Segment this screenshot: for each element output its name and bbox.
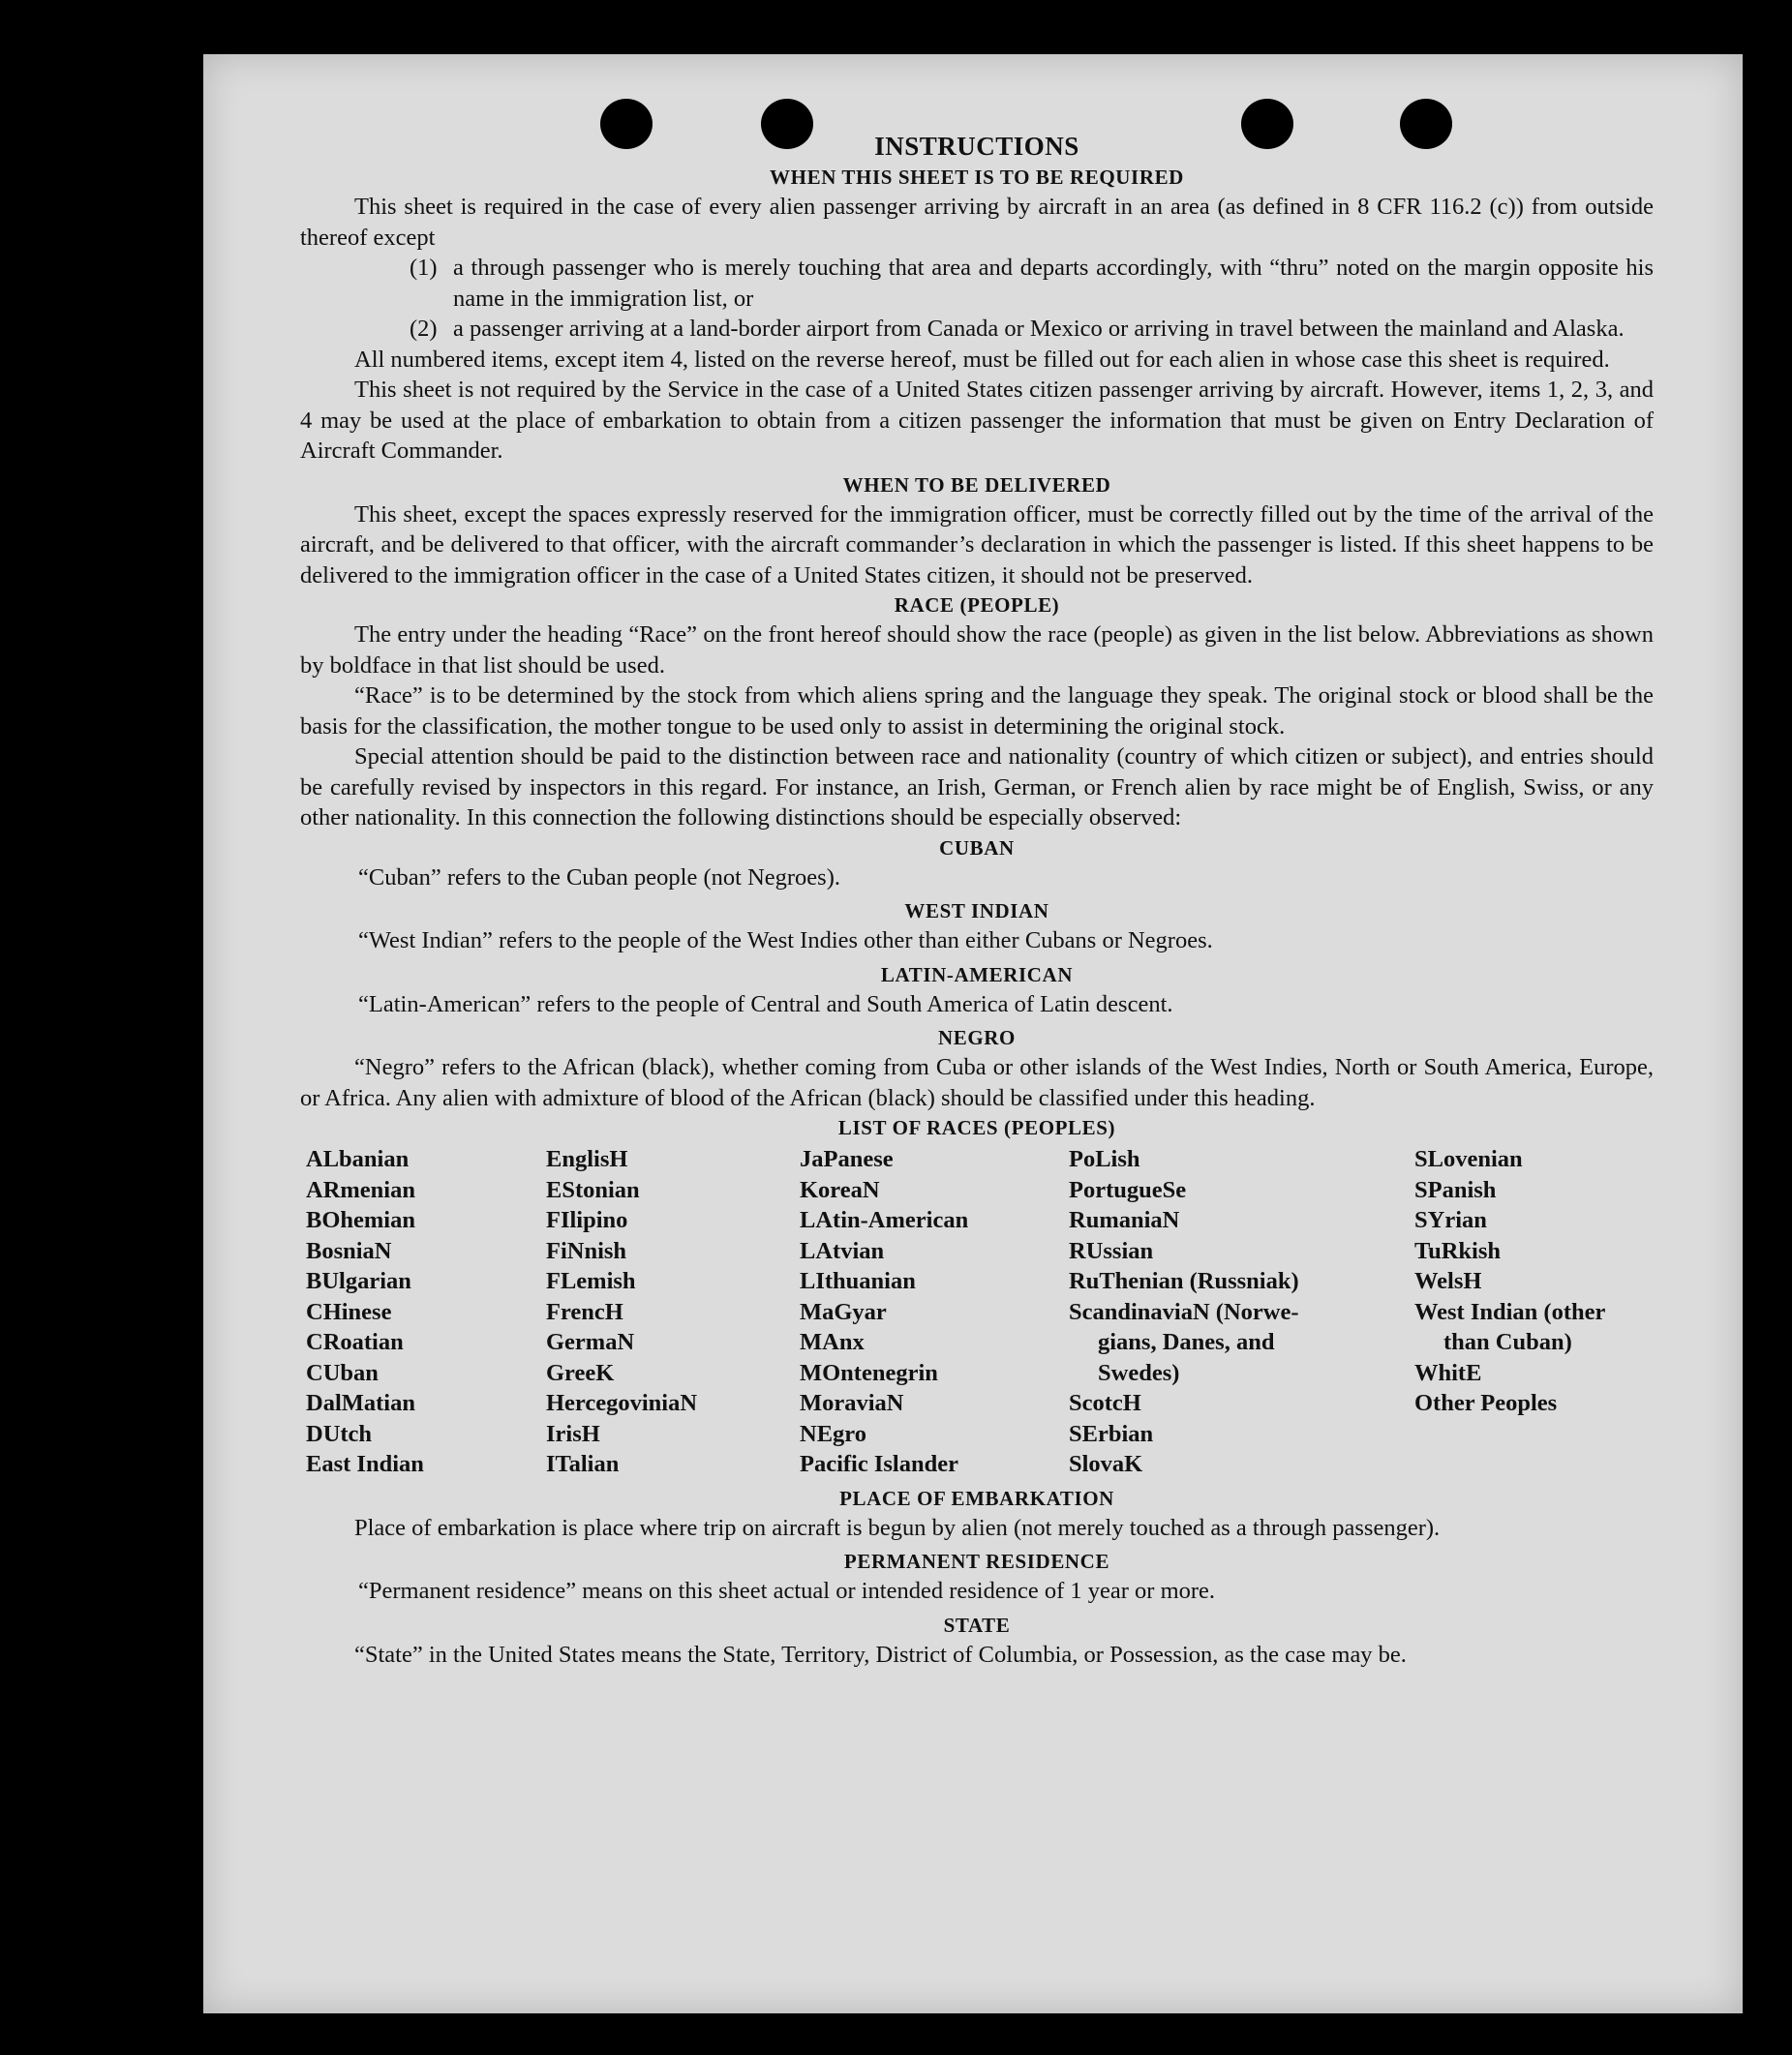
race-entry: WelsH xyxy=(1414,1268,1482,1294)
heading-latin-american: LATIN-AMERICAN xyxy=(880,962,1074,986)
race-entry: CRoatian xyxy=(306,1329,404,1355)
item-text: a through passenger who is merely touching that area and departs accordingly, with “thru” noted on the margin opposite his name in the immigration list, or xyxy=(453,255,1654,312)
document-sheet xyxy=(203,54,1743,2013)
race-entry: LAtvian xyxy=(800,1237,885,1264)
race-entry: IrisH xyxy=(546,1420,600,1447)
race-entry: DalMatian xyxy=(306,1390,415,1416)
race-column xyxy=(1069,1144,1414,1480)
race-entry: GermaN xyxy=(546,1329,635,1355)
heading-when-required: WHEN THIS SHEET IS TO BE REQUIRED xyxy=(770,166,1184,189)
list-item xyxy=(410,253,1654,314)
race-entry: East Indian xyxy=(306,1451,424,1477)
paragraph: Place of embarkation is place where trip on aircraft is begun by alien (not merely touched as a through passenger). xyxy=(354,1514,1441,1541)
race-entry: ITalian xyxy=(546,1451,620,1477)
race-entry: SErbian xyxy=(1069,1420,1154,1447)
race-entry: RUssian xyxy=(1069,1237,1154,1264)
race-entry: RumaniaN xyxy=(1069,1207,1180,1233)
paragraph: This sheet is not required by the Service in the case of a United States citizen passenger arriving by aircraft. However, items 1, 2, 3, and 4 may be used at the place of embarkation to obtain from a citizen passenger the information that must be given on Entry Declaration of Aircraft Commander. xyxy=(300,377,1654,464)
race-entry: LIthuanian xyxy=(800,1268,916,1294)
race-entry: CHinese xyxy=(306,1298,392,1325)
heading-when-delivered: WHEN TO BE DELIVERED xyxy=(842,472,1111,497)
race-entry: ScotcH xyxy=(1069,1390,1141,1416)
heading-state: STATE xyxy=(943,1613,1011,1637)
race-entry: HercegoviniaN xyxy=(546,1390,698,1416)
race-entry: WhitE xyxy=(1414,1359,1482,1386)
race-entry: Other Peoples xyxy=(1414,1390,1558,1416)
race-entry: SLovenian xyxy=(1414,1146,1523,1172)
race-entry: CUban xyxy=(306,1359,379,1386)
race-entry: KoreaN xyxy=(800,1176,880,1203)
race-entry: ALbanian xyxy=(306,1146,410,1172)
paragraph: All numbered items, except item 4, listed on the reverse hereof, must be filled out for each alien in whose case this sheet is required. xyxy=(354,346,1610,373)
race-entry: EnglisH xyxy=(546,1146,628,1172)
race-entry: RuThenian (Russniak) xyxy=(1069,1268,1299,1294)
heading-list-of-races: LIST OF RACES (PEOPLES) xyxy=(837,1116,1116,1139)
race-entry: PortugueSe xyxy=(1069,1176,1187,1203)
race-entry: MoraviaN xyxy=(800,1390,904,1416)
definition: “Cuban” refers to the Cuban people (not Negroes). xyxy=(358,863,840,891)
race-entry: Pacific Islander xyxy=(800,1451,958,1477)
race-entry: FrencH xyxy=(546,1298,623,1325)
heading-negro: NEGRO xyxy=(937,1026,1016,1049)
race-entry: GreeK xyxy=(546,1359,615,1386)
heading-cuban: CUBAN xyxy=(939,835,1015,860)
race-entry: FIlipino xyxy=(546,1207,628,1233)
paragraph: “Negro” refers to the African (black), whether coming from Cuba or other islands of the West Indies, North or South America, Europe, or Africa. Any alien with admixture of blood of the African (black) should be classified under this heading. xyxy=(300,1054,1654,1111)
race-entry: BUlgarian xyxy=(306,1268,411,1294)
heading-west-indian: WEST INDIAN xyxy=(904,899,1049,922)
race-entry: EStonian xyxy=(546,1176,640,1203)
definition: “Permanent residence” means on this sheet actual or intended residence of 1 year or more. xyxy=(358,1578,1216,1604)
race-column xyxy=(1414,1144,1659,1480)
race-entry: LAtin-American xyxy=(800,1207,969,1233)
race-entry: SYrian xyxy=(1414,1207,1487,1233)
race-entry: FLemish xyxy=(546,1268,636,1294)
heading-race: RACE (PEOPLE) xyxy=(894,593,1060,617)
race-entry: MOntenegrin xyxy=(800,1359,938,1386)
item-text: a passenger arriving at a land-border airport from Canada or Mexico or arriving in travel between the mainland and Alaska. xyxy=(453,316,1625,342)
race-entry: DUtch xyxy=(306,1420,373,1447)
list-item xyxy=(410,314,1654,345)
race-entry: NEgro xyxy=(800,1420,866,1447)
paragraph: Special attention should be paid to the distinction between race and nationality (country of which citizen or subject), and entries should be carefully revised by inspectors in this regard. For instance, an Irish, German, or French alien by race might be of English, Swiss, or any other nationality. In this connection the following distinctions should be especially observed: xyxy=(300,743,1654,831)
race-column xyxy=(306,1144,546,1480)
paragraph: “Race” is to be determined by the stock from which aliens spring and the language they speak. The original stock or blood shall be the basis for the classification, the mother tongue to be used only to assist in determining the original stock. xyxy=(300,682,1654,740)
race-entry: BOhemian xyxy=(306,1207,415,1233)
race-column xyxy=(800,1144,1069,1480)
race-entry: BosniaN xyxy=(306,1237,392,1264)
race-entry: MaGyar xyxy=(800,1298,887,1325)
race-entry: MAnx xyxy=(800,1329,865,1355)
race-entry: ScandinaviaN (Norwe- xyxy=(1069,1298,1299,1325)
race-entry: Swedes) xyxy=(1098,1359,1180,1386)
race-entry: TuRkish xyxy=(1414,1237,1502,1264)
page-title: INSTRUCTIONS xyxy=(874,132,1079,161)
heading-permanent-residence: PERMANENT RESIDENCE xyxy=(843,1550,1110,1573)
paragraph: This sheet is required in the case of every alien passenger arriving by aircraft in an area (as defined in 8 CFR 116.2 (c)) from outside thereof except xyxy=(300,194,1654,251)
paragraph: This sheet, except the spaces expressly reserved for the immigration officer, must be correctly filled out by the time of the arrival of the aircraft, and be delivered to that officer, with the aircraft commander’s declaration in which the passenger is listed. If this sheet happens to be delivered to the immigration officer in the case of a United States citizen, it should not be preserved. xyxy=(300,500,1654,589)
paragraph: The entry under the heading “Race” on the front hereof should show the race (people) as given in the list below. Abbreviations as shown by boldface in that list should be used. xyxy=(300,621,1654,679)
race-entry: gians, Danes, and xyxy=(1098,1329,1275,1355)
race-entry: than Cuban) xyxy=(1443,1329,1572,1355)
item-number: (2) xyxy=(410,316,438,342)
race-entry: West Indian (other xyxy=(1414,1298,1606,1325)
heading-place-of-embarkation: PLACE OF EMBARKATION xyxy=(839,1486,1114,1510)
race-entry: JaPanese xyxy=(800,1146,894,1172)
race-entry: ARmenian xyxy=(306,1176,415,1203)
item-number: (1) xyxy=(410,255,438,281)
race-entry: SlovaK xyxy=(1069,1451,1143,1477)
race-entry: SPanish xyxy=(1414,1176,1497,1203)
instructions-body xyxy=(300,130,1654,1670)
race-column xyxy=(546,1144,800,1480)
paragraph: “State” in the United States means the State, Territory, District of Columbia, or Possession, as the case may be. xyxy=(354,1641,1407,1668)
race-list xyxy=(300,1144,1654,1480)
race-entry: PoLish xyxy=(1069,1146,1140,1172)
race-entry: FiNnish xyxy=(546,1237,627,1264)
definition: “Latin-American” refers to the people of Central and South America of Latin descent. xyxy=(358,990,1173,1017)
definition: “West Indian” refers to the people of the West Indies other than either Cubans or Negroes. xyxy=(358,927,1213,953)
